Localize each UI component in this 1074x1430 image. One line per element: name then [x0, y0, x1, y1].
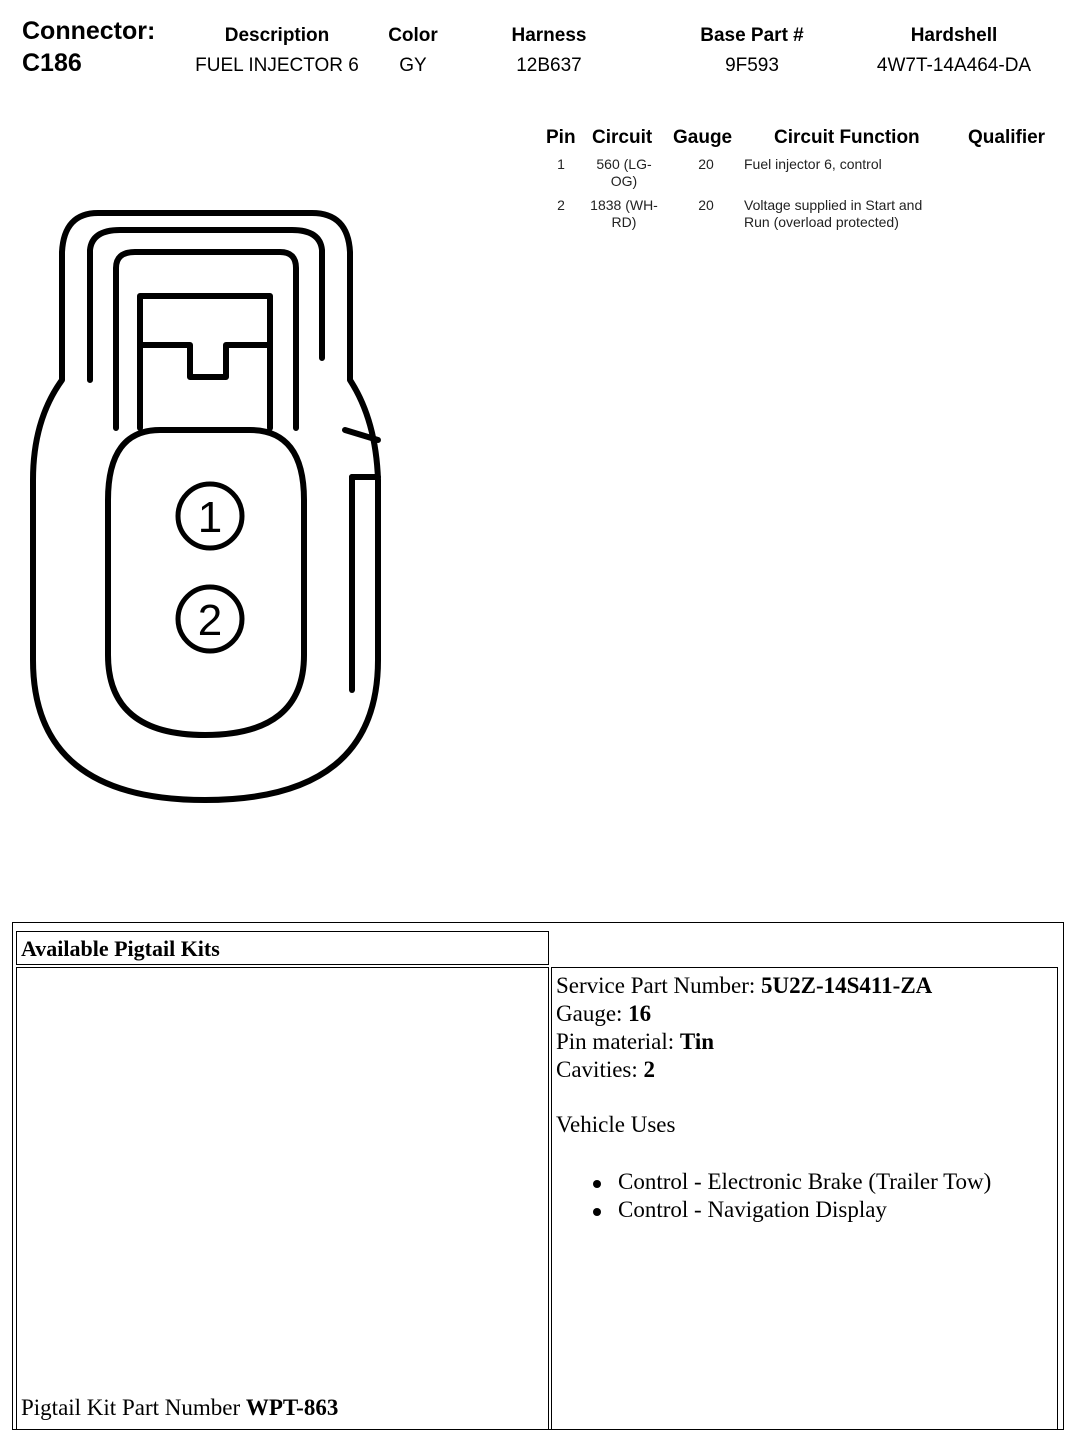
pin-cavity	[108, 430, 304, 735]
cavities-label: Cavities:	[556, 1057, 644, 1082]
base-part-header: Base Part #	[700, 25, 804, 46]
pin-1-label: 1	[197, 493, 223, 542]
function-header: Circuit Function	[774, 127, 920, 148]
connector-id: C186	[22, 49, 82, 77]
table-row-2-gauge: 20	[698, 197, 714, 213]
gauge-value: 16	[628, 1001, 652, 1026]
color-header: Color	[388, 25, 438, 46]
circuit-header: Circuit	[592, 127, 653, 148]
table-row-2-circuit-line1: 1838 (WH-	[590, 197, 658, 213]
color-value: GY	[399, 55, 427, 76]
vehicle-uses-heading: Vehicle Uses	[556, 1112, 676, 1137]
gauge-label: Gauge:	[556, 1001, 629, 1026]
gauge-header: Gauge	[673, 127, 733, 148]
pin-material-value: Tin	[679, 1029, 715, 1054]
table-row-1-circuit-line1: 560 (LG-	[596, 156, 652, 172]
table-row-1-function-line1: Fuel injector 6, control	[744, 156, 882, 172]
pin-header: Pin	[546, 127, 576, 148]
pin-2-label: 2	[197, 596, 223, 645]
service-part-label: Service Part Number:	[556, 973, 762, 998]
connector-face-diagram	[0, 190, 420, 810]
color-column	[363, 26, 463, 75]
pigtail-image-cell	[16, 967, 549, 1430]
qualifier-header: Qualifier	[968, 127, 1046, 148]
base-part-column	[672, 26, 832, 75]
hardshell-header: Hardshell	[910, 25, 998, 46]
description-header: Description	[224, 25, 330, 46]
hardshell-value: 4W7T-14A464-DA	[876, 55, 1032, 76]
service-part-value: 5U2Z-14S411-ZA	[761, 973, 933, 998]
gauge-line	[556, 1000, 651, 1028]
base-part-value: 9F593	[725, 55, 779, 76]
connector-label: Connector:	[22, 17, 156, 45]
harness-value: 12B637	[516, 55, 582, 76]
table-row-2-function-line2: Run (overload protected)	[744, 214, 899, 230]
table-row-2-function-line1: Voltage supplied in Start and	[744, 197, 923, 213]
hardshell-column	[854, 26, 1054, 75]
list-item: Control - Electronic Brake (Trailer Tow)	[556, 1168, 991, 1196]
description-value: FUEL INJECTOR 6	[195, 55, 359, 76]
harness-column	[479, 26, 619, 75]
pin-material-label: Pin material:	[556, 1029, 680, 1054]
table-row-1-pin: 1	[557, 156, 565, 172]
pigtail-title: Available Pigtail Kits	[21, 936, 220, 961]
harness-header: Harness	[511, 25, 587, 46]
vehicle-uses-list	[556, 1168, 991, 1224]
pigtail-kit-part-number	[21, 1394, 338, 1422]
table-row-1-gauge: 20	[698, 156, 714, 172]
lock-tab	[140, 296, 270, 428]
list-item: Control - Navigation Display	[556, 1196, 991, 1224]
table-row-2-circuit-line2: RD)	[611, 214, 637, 230]
lock-notch	[140, 345, 270, 377]
kit-part-value: WPT-863	[245, 1395, 339, 1420]
service-part-line	[556, 972, 932, 1000]
table-row-1-circuit-line2: OG)	[610, 173, 638, 189]
kit-part-label: Pigtail Kit Part Number	[21, 1395, 246, 1420]
cavities-value: 2	[643, 1057, 656, 1082]
description-column	[177, 26, 377, 75]
pin-material-line	[556, 1028, 714, 1056]
table-row-2-pin: 2	[557, 197, 565, 213]
cavities-line	[556, 1056, 655, 1084]
